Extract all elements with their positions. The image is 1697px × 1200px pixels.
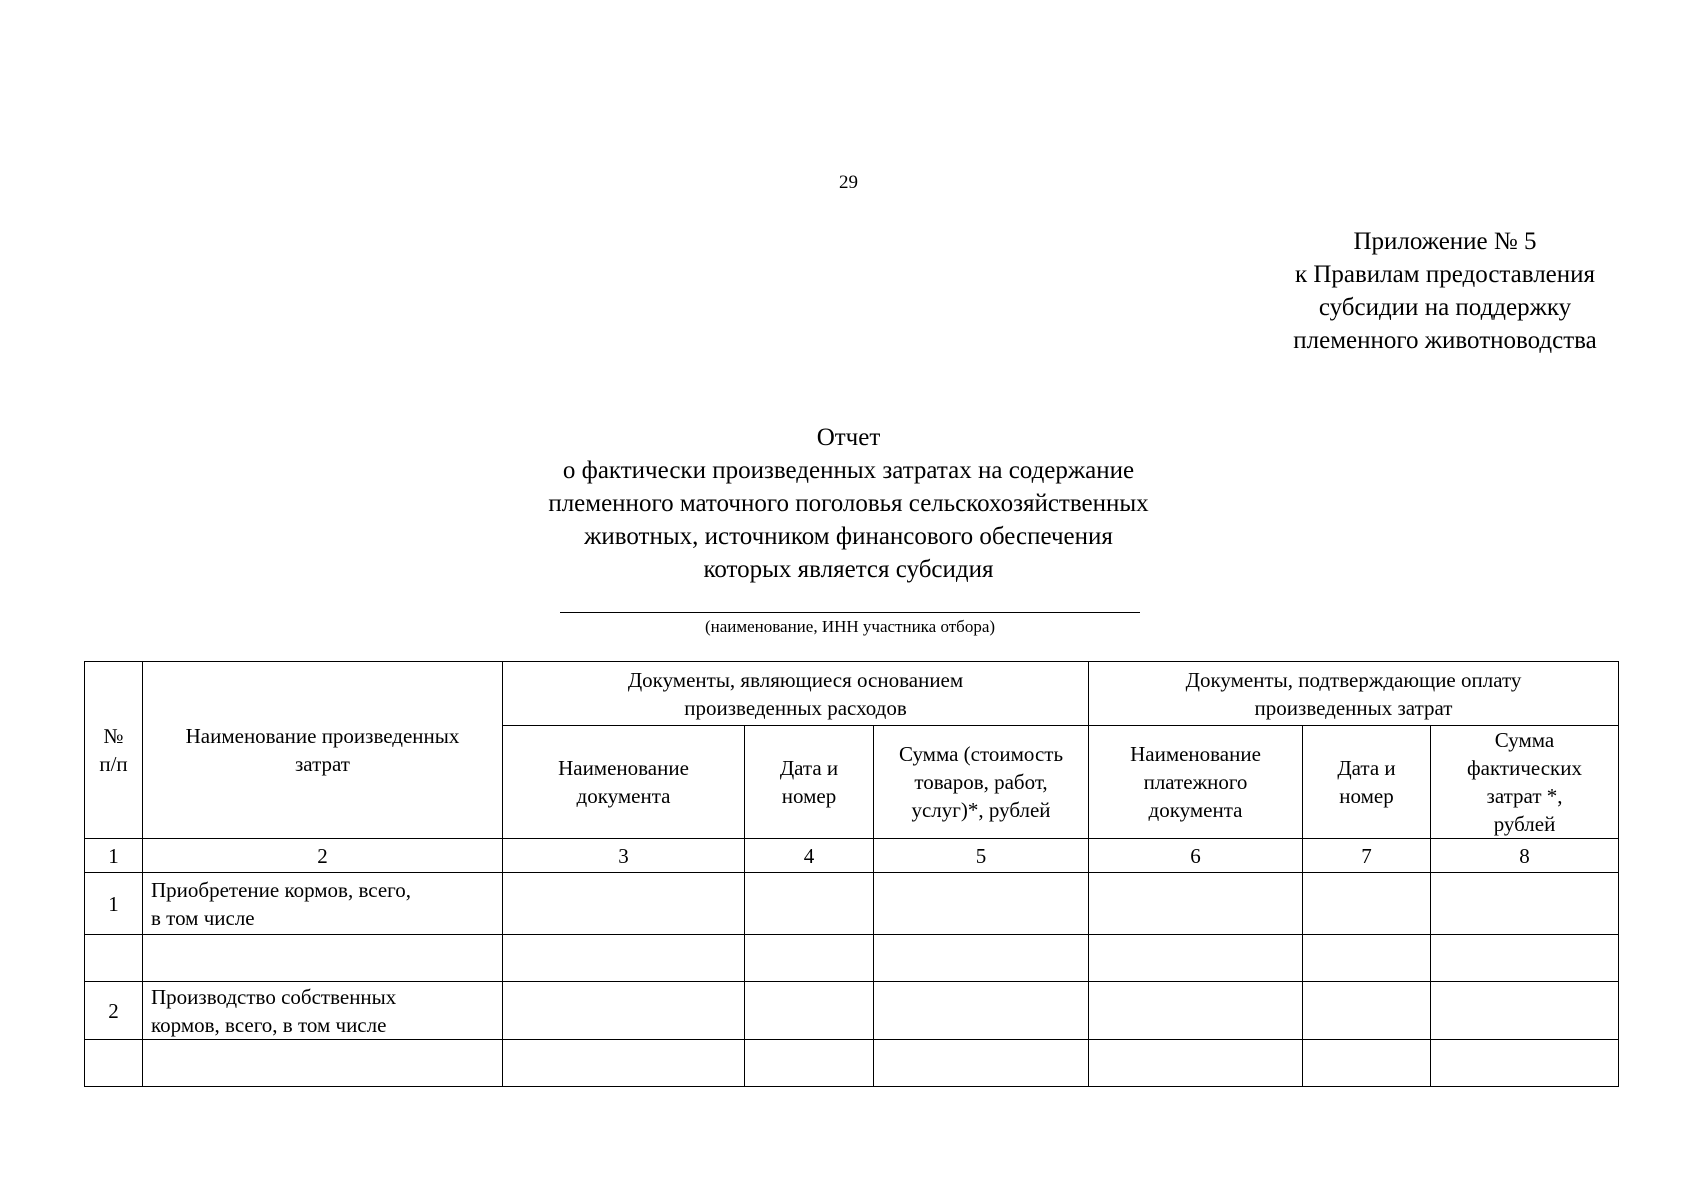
participant-fill-line — [560, 612, 1140, 613]
table-cell — [503, 935, 745, 982]
header-sum: Сумма (стоимость товаров, работ, услуг)*, рублей — [874, 726, 1089, 839]
cost-report-table — [84, 661, 1619, 1087]
table-cell — [1089, 982, 1303, 1040]
table-cell — [1303, 935, 1431, 982]
title-line: племенного маточного поголовья сельскохозяйственных — [548, 490, 1149, 517]
column-number: 1 — [85, 839, 143, 873]
header-cost-name: Наименование произведенных затрат — [143, 662, 503, 839]
table-cell — [745, 935, 874, 982]
table-cell — [1303, 873, 1431, 935]
row-cost-name — [143, 935, 503, 982]
row-number — [85, 935, 143, 982]
table-cell — [1303, 982, 1431, 1040]
row-number: 2 — [85, 982, 143, 1040]
column-number: 5 — [874, 839, 1089, 873]
column-number: 7 — [1303, 839, 1431, 873]
table-cell — [745, 873, 874, 935]
column-number: 4 — [745, 839, 874, 873]
table-cell — [1431, 1040, 1619, 1087]
table-cell — [1303, 1040, 1431, 1087]
table-cell — [1431, 873, 1619, 935]
header-num: № п/п — [85, 662, 143, 839]
column-number: 3 — [503, 839, 745, 873]
table-cell — [1089, 1040, 1303, 1087]
table-cell — [745, 982, 874, 1040]
column-number: 6 — [1089, 839, 1303, 873]
row-cost-name — [143, 1040, 503, 1087]
table-cell — [1431, 935, 1619, 982]
table-row — [85, 935, 1619, 982]
table-cell — [874, 1040, 1089, 1087]
appendix-line: к Правилам предоставления — [1294, 261, 1596, 288]
appendix-line: субсидии на поддержку — [1318, 294, 1572, 321]
appendix-reference — [1195, 225, 1695, 357]
table-row — [85, 982, 1619, 1040]
table-cell — [874, 935, 1089, 982]
column-number: 2 — [143, 839, 503, 873]
table-cell — [874, 873, 1089, 935]
row-cost-name: Приобретение кормов, всего, в том числе — [143, 873, 503, 935]
table-cell — [1089, 873, 1303, 935]
row-number — [85, 1040, 143, 1087]
table-cell — [503, 1040, 745, 1087]
table-cell — [874, 982, 1089, 1040]
table-cell — [503, 873, 745, 935]
title-line: о фактически произведенных затратах на содержание — [562, 457, 1135, 484]
header-group-basis-documents: Документы, являющиеся основанием произведенных расходов — [503, 662, 1089, 726]
table-cell — [1089, 935, 1303, 982]
table-row — [85, 873, 1619, 935]
page-number: 29 — [839, 172, 858, 193]
report-title — [0, 421, 1697, 586]
header-group-payment-documents: Документы, подтверждающие оплату произведенных затрат — [1089, 662, 1619, 726]
appendix-line: Приложение № 5 — [1353, 228, 1537, 255]
title-line: Отчет — [816, 424, 881, 451]
header-payment-document-name: Наименование платежного документа — [1089, 726, 1303, 839]
table-cell — [1431, 982, 1619, 1040]
participant-caption: (наименование, ИНН участника отбора) — [704, 617, 996, 636]
table-cell — [745, 1040, 874, 1087]
column-number-row — [85, 839, 1619, 873]
title-line: которых является субсидия — [703, 556, 994, 583]
appendix-line: племенного животноводства — [1293, 327, 1597, 354]
table-cell — [503, 982, 745, 1040]
header-document-name: Наименование документа — [503, 726, 745, 839]
table-row — [85, 1040, 1619, 1087]
header-payment-date-number: Дата и номер — [1303, 726, 1431, 839]
header-date-number: Дата и номер — [745, 726, 874, 839]
row-cost-name: Производство собственных кормов, всего, в том числе — [143, 982, 503, 1040]
row-number: 1 — [85, 873, 143, 935]
column-number: 8 — [1431, 839, 1619, 873]
title-line: животных, источником финансового обеспечения — [584, 523, 1113, 550]
header-actual-sum: Сумма фактических затрат *, рублей — [1431, 726, 1619, 839]
